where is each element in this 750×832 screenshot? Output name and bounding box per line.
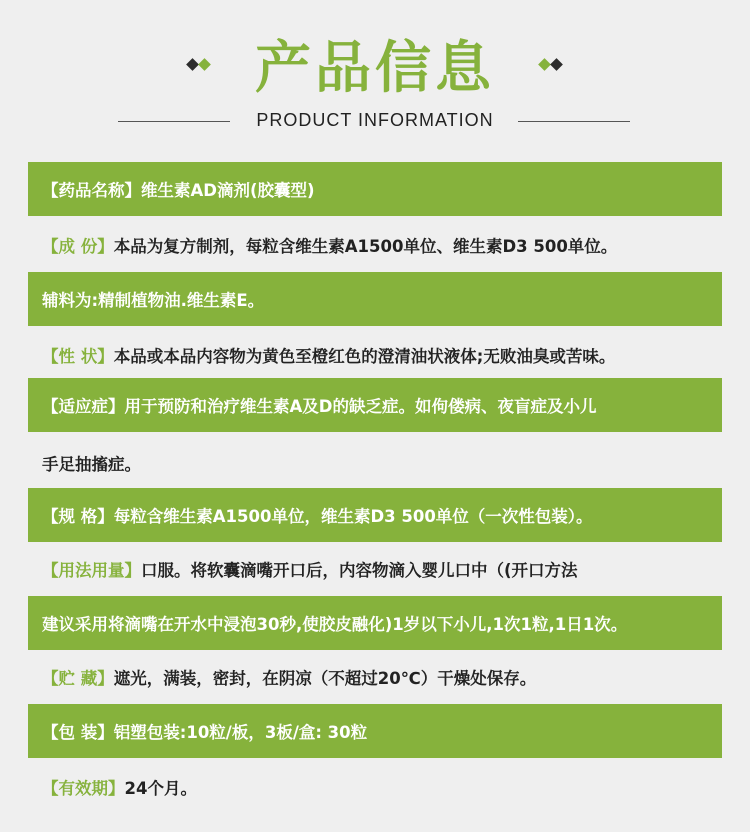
row-label: 【包 装】: [42, 723, 114, 742]
info-row-specification: [28, 488, 722, 542]
row-label: 【有效期】: [42, 779, 125, 798]
row-value: 建议采用将滴嘴在开水中浸泡30秒,使胶皮融化)1岁以下小儿,1次1粒,1日1次。: [42, 615, 628, 634]
info-row-dosage-cont: [28, 596, 722, 650]
row-label: 【贮 藏】: [42, 669, 114, 688]
diamond-ornament-right: [540, 60, 564, 74]
row-value: 维生素AD滴剂(胶囊型): [141, 181, 315, 200]
info-row-description: [28, 330, 722, 380]
row-label: 【性 状】: [42, 347, 114, 366]
divider-right: [518, 121, 630, 122]
row-label: 【规 格】: [42, 507, 114, 526]
info-row-indications: [28, 378, 722, 432]
row-value: 口服。将软囊滴嘴开口后，内容物滴入婴儿口中（(开口方法: [141, 561, 578, 580]
info-row-name: [28, 162, 722, 216]
info-row-excipients: [28, 272, 722, 326]
info-row-ingredients: [28, 220, 722, 270]
row-label: 【用法用量】: [42, 561, 141, 580]
info-row-packaging: [28, 704, 722, 758]
row-value: 用于预防和治疗维生素A及D的缺乏症。如佝偻病、夜盲症及小儿: [124, 397, 597, 416]
info-row-expiry: [28, 762, 722, 812]
row-value: 辅料为:精制植物油.维生素E。: [42, 291, 265, 310]
row-label: 【成 份】: [42, 237, 114, 256]
row-value: 每粒含维生素A1500单位，维生素D3 500单位（一次性包装）。: [113, 507, 593, 526]
row-label: 【适应症】: [42, 397, 125, 416]
info-row-storage: [28, 652, 722, 702]
info-row-dosage: [28, 544, 722, 594]
row-value: 遮光，满装，密封，在阴凉（不超过20℃）干燥处保存。: [113, 669, 537, 688]
page-title: 产品信息: [255, 36, 495, 101]
header: [0, 0, 750, 150]
row-value: 24个月。: [124, 779, 197, 798]
page-subtitle: PRODUCT INFORMATION: [256, 110, 494, 130]
info-row-indications-cont: [28, 438, 722, 488]
row-label: 【药品名称】: [42, 181, 141, 200]
row-value: 手足抽搐症。: [42, 455, 141, 474]
row-value: 本品为复方制剂，每粒含维生素A1500单位、维生素D3 500单位。: [113, 237, 618, 256]
row-value: 本品或本品内容物为黄色至橙红色的澄清油状液体;无败油臭或苦味。: [113, 347, 616, 366]
row-value: 铝塑包装:10粒/板，3板/盒: 30粒: [113, 723, 368, 742]
